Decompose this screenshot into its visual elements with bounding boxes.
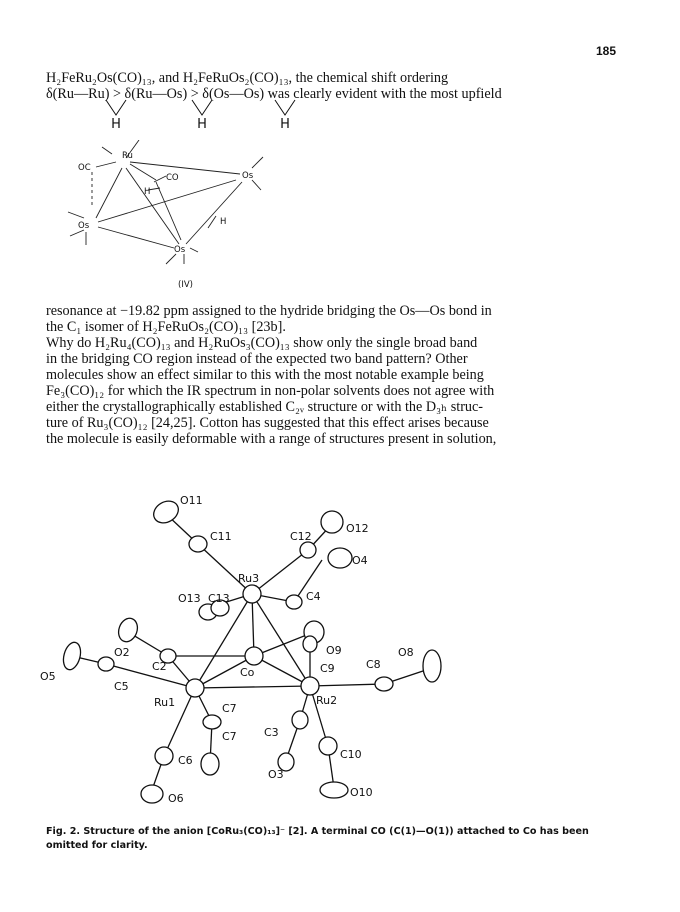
label-o9: O9 bbox=[326, 644, 342, 657]
label-c9: C9 bbox=[320, 662, 335, 675]
label-c4: C4 bbox=[306, 590, 321, 603]
label-c8: C8 bbox=[366, 658, 381, 671]
label-o2: O2 bbox=[114, 646, 130, 659]
label-c11: C11 bbox=[210, 530, 232, 543]
label-co: Co bbox=[240, 666, 255, 679]
atom-os-left: Os bbox=[78, 221, 90, 231]
label-o10: O10 bbox=[350, 786, 373, 799]
label-o13: O13 bbox=[178, 592, 201, 605]
label-c3: C3 bbox=[264, 726, 279, 739]
label-c13: C13 bbox=[208, 592, 230, 605]
body-line-9: the molecule is easily deformable with a range of structures present in solution, bbox=[46, 431, 497, 447]
page-number: 185 bbox=[596, 44, 617, 58]
label-o8: O8 bbox=[398, 646, 414, 659]
label-ru2: Ru2 bbox=[316, 694, 338, 707]
bridge-hydride-markers bbox=[46, 99, 366, 135]
body-line-6: Fe₃(CO)₁₂ for which the IR spectrum in non-polar solvents does not agree with bbox=[46, 383, 495, 399]
label-o11: O11 bbox=[180, 494, 203, 507]
body-line-2: the C₁ isomer of H₂FeRuOs₂(CO)₁₃ [23b]. bbox=[46, 319, 286, 335]
figure-caption-line-1: Fig. 2. Structure of the anion [CoRu₃(CO)₁₃]⁻ [2]. A terminal CO (C(1)—O(1)) attached to Co has been bbox=[46, 826, 589, 837]
label-c7: C7 bbox=[222, 702, 237, 715]
atom-ru: Ru bbox=[122, 151, 133, 161]
structure-label: (IV) bbox=[178, 280, 193, 290]
figure-2-structure bbox=[40, 484, 660, 824]
body-line-1: resonance at −19.82 ppm assigned to the hydride bridging the Os—Os bond in bbox=[46, 303, 492, 319]
body-line-8: ture of Ru₃(CO)₁₂ [24,25]. Cotton has suggested that this effect arises because bbox=[46, 415, 489, 431]
label-c12: C12 bbox=[290, 530, 312, 543]
structure-iv-diagram bbox=[56, 140, 286, 290]
body-line-7: either the crystallographically established C₂ᵥ structure or with the D₃ₕ struc- bbox=[46, 399, 484, 415]
atom-h-right: H bbox=[220, 217, 227, 227]
label-o12: O12 bbox=[346, 522, 369, 535]
label-o6: O6 bbox=[168, 792, 184, 805]
label-o7: C7 bbox=[222, 730, 237, 743]
body-line-4: in the bridging CO region instead of the expected two band pattern? Other bbox=[46, 351, 468, 367]
bridge-h-1: H bbox=[111, 117, 121, 132]
label-o3: O3 bbox=[268, 768, 284, 781]
body-line-3: Why do H₂Ru₄(CO)₁₃ and H₂RuOs₃(CO)₁₃ show only the single broad band bbox=[46, 335, 478, 351]
bridge-h-2: H bbox=[197, 117, 207, 132]
label-c5: C5 bbox=[114, 680, 129, 693]
atom-os-right: Os bbox=[242, 171, 254, 181]
label-c10: C10 bbox=[340, 748, 362, 761]
label-c6: C6 bbox=[178, 754, 193, 767]
label-ru1: Ru1 bbox=[154, 696, 176, 709]
atom-h-mid: H bbox=[144, 187, 151, 197]
figure-caption-line-2: omitted for clarity. bbox=[46, 840, 148, 851]
intro-line-1: H₂FeRu₂Os(CO)₁₃, and H₂FeRuOs₂(CO)₁₃, the chemical shift ordering bbox=[46, 70, 449, 86]
body-line-5: molecules show an effect similar to this with the most notable example being bbox=[46, 367, 484, 383]
label-o4: O4 bbox=[352, 554, 368, 567]
atom-os-bottom: Os bbox=[174, 245, 186, 255]
intro-line-2: δ(Ru—Ru) > δ(Ru—Os) > δ(Os—Os) was clearly evident with the most upfield bbox=[46, 86, 502, 102]
atom-co: CO bbox=[166, 173, 179, 183]
label-o5: O5 bbox=[40, 670, 56, 683]
label-c2: C2 bbox=[152, 660, 167, 673]
atom-oc: OC bbox=[78, 163, 91, 173]
label-ru3: Ru3 bbox=[238, 572, 260, 585]
bridge-h-3: H bbox=[280, 117, 290, 132]
